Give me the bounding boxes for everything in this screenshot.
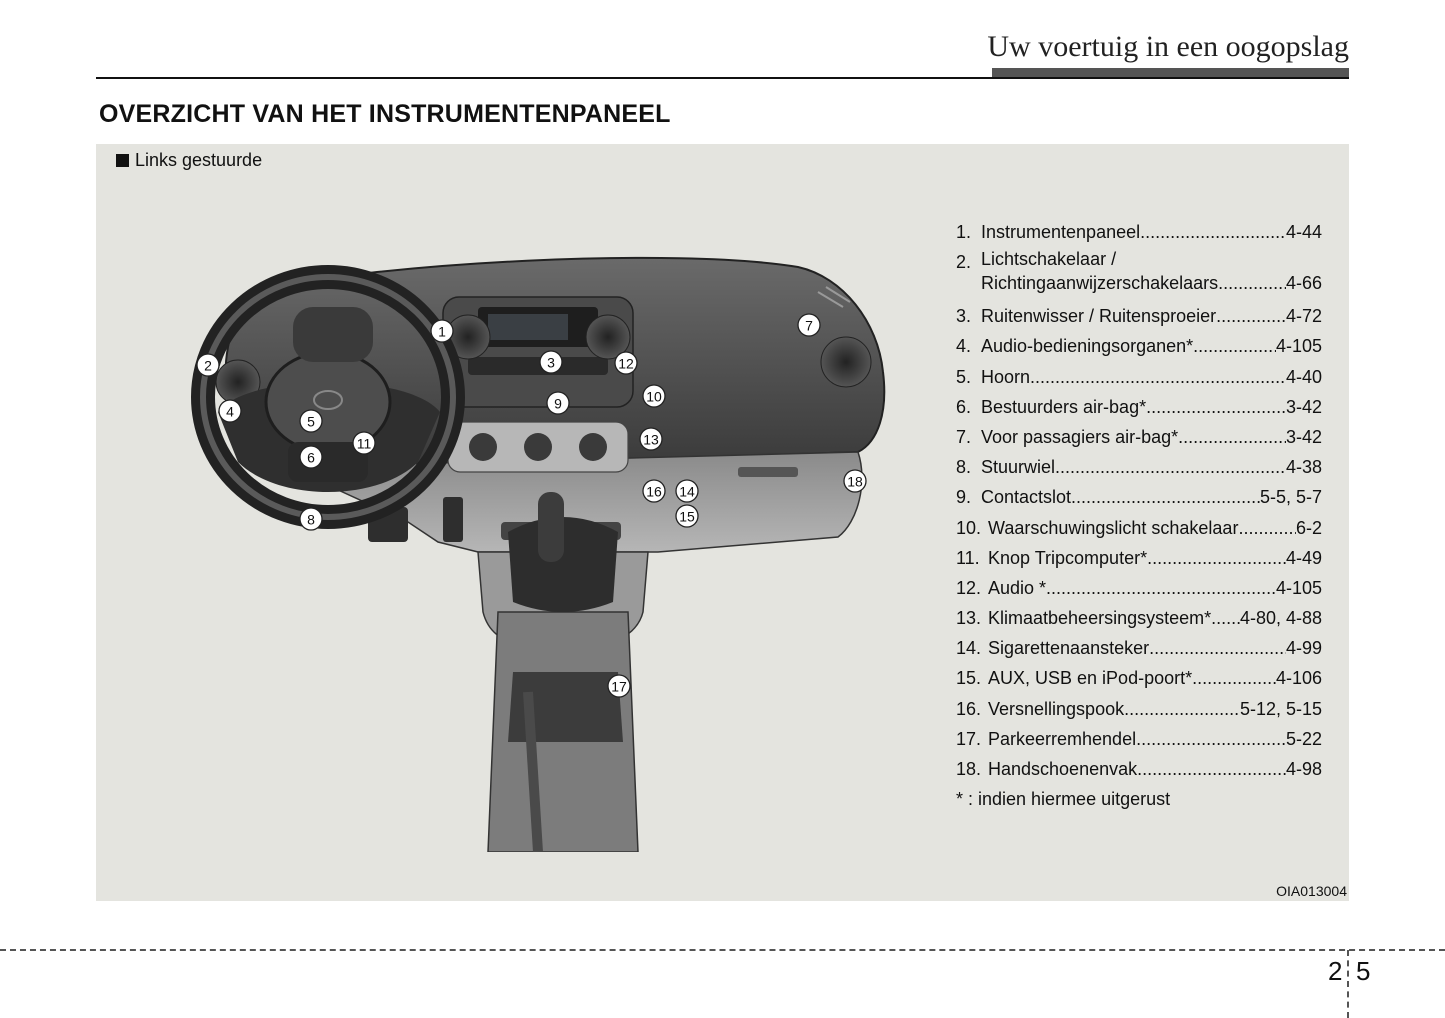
- leader-dots: [1193, 331, 1276, 361]
- legend-item-page: 4-99: [1285, 638, 1322, 659]
- legend-item-number: 2.: [956, 252, 972, 273]
- leader-dots: [1055, 452, 1286, 482]
- callout-number: 5: [307, 413, 315, 430]
- leader-dots: [1192, 663, 1276, 693]
- legend-item-page: 4-44: [1285, 222, 1322, 242]
- callout-15: [676, 505, 698, 527]
- leader-dots: [1147, 543, 1286, 573]
- legend-item-page: 3-42: [1285, 426, 1322, 447]
- legend-item-label: Lichtschakelaar /: [981, 249, 1117, 270]
- callout-number: 11: [356, 435, 372, 452]
- callout-8: [300, 508, 322, 530]
- callout-12: [615, 352, 637, 374]
- legend-item: [956, 724, 1322, 754]
- legend-item-number: 12.: [956, 577, 982, 598]
- legend-item-number: 17.: [956, 728, 982, 749]
- legend-item: [956, 543, 1322, 573]
- leader-dots: [1140, 217, 1286, 247]
- callout-9: [547, 392, 569, 414]
- legend-item-label: Bestuurders air-bag*: [981, 396, 1147, 417]
- legend-item-page: 4-40: [1285, 366, 1322, 387]
- dashboard-illustration: [178, 252, 918, 852]
- header-rule: [96, 77, 1349, 79]
- legend-item-page: 5-22: [1285, 728, 1322, 749]
- callout-number: 8: [307, 511, 315, 528]
- legend-item-label: Stuurwiel: [981, 457, 1056, 478]
- legend-item-label: Ruitenwisser / Ruitensproeier: [981, 306, 1217, 327]
- legend-item-page: 4-105: [1275, 336, 1322, 357]
- legend-item-number: 16.: [956, 698, 982, 719]
- gear-lever: [538, 492, 564, 562]
- legend-item: [956, 603, 1322, 633]
- glovebox-handle: [738, 467, 798, 477]
- legend-item-label: Parkeerremhendel: [988, 728, 1137, 749]
- page-divider: [1347, 950, 1349, 1018]
- legend-item: [956, 663, 1322, 693]
- footer-dashed-rule: [0, 949, 1445, 951]
- callout-16: [643, 480, 665, 502]
- running-header: Uw voertuig in een oogopslag: [987, 30, 1349, 63]
- variant-label: [116, 150, 262, 171]
- chapter-number: 2: [1328, 956, 1343, 986]
- callout-number: 1: [438, 323, 446, 340]
- legend-item-label: Sigarettenaansteker: [988, 638, 1150, 659]
- legend-item: [956, 217, 1322, 247]
- legend-item-label: Hoorn: [981, 366, 1031, 387]
- callout-13: [640, 428, 662, 450]
- legend-item: [956, 362, 1322, 392]
- legend-item-number: 18.: [956, 759, 982, 779]
- legend-item-number: 7.: [956, 426, 972, 447]
- callout-number: 9: [554, 395, 562, 412]
- callout-number: 13: [643, 431, 659, 448]
- leader-dots: [1149, 633, 1286, 663]
- legend-item-number: 15.: [956, 668, 982, 689]
- legend-item-label: AUX, USB en iPod-poort*: [988, 668, 1193, 689]
- callout-14: [676, 480, 698, 502]
- legend-item-number: 4.: [956, 336, 972, 357]
- leader-dots: [1218, 271, 1286, 295]
- legend-item-number: 3.: [956, 306, 972, 327]
- legend-item-label: Contactslot: [981, 487, 1072, 508]
- callout-18: [844, 470, 866, 492]
- legend-item-label: Audio-bedieningsorganen*: [981, 336, 1194, 357]
- legend-item: [956, 694, 1322, 724]
- legend-footnote: * : indien hiermee uitgerust: [956, 789, 1171, 810]
- legend-item: [956, 633, 1322, 663]
- legend-item-label: Instrumentenpaneel: [981, 222, 1141, 242]
- leader-dots: [1030, 362, 1286, 392]
- legend-item-page: 6-2: [1295, 517, 1322, 538]
- section-title: OVERZICHT VAN HET INSTRUMENTENPANEEL: [99, 100, 671, 128]
- callout-number: 15: [679, 508, 695, 525]
- callout-number: 17: [611, 678, 627, 695]
- leader-dots: [1216, 301, 1286, 331]
- leader-dots: [1137, 754, 1286, 784]
- legend-item-number: 6.: [956, 396, 972, 417]
- bullet-square-icon: [116, 154, 129, 167]
- leader-dots: [1136, 724, 1286, 754]
- legend-item-number: 13.: [956, 608, 982, 629]
- callout-10: [643, 385, 665, 407]
- leader-dots: [1238, 513, 1296, 543]
- leader-dots: [1046, 573, 1276, 603]
- callout-number: 2: [204, 357, 212, 374]
- legend-item-number: 10.: [956, 517, 982, 538]
- legend-item: [956, 392, 1322, 422]
- leader-dots: [1124, 694, 1240, 724]
- legend-item-page: 4-72: [1285, 306, 1322, 327]
- legend-item-label: Knop Tripcomputer*: [988, 547, 1148, 568]
- legend-item-label: Waarschuwingslicht schakelaar: [988, 517, 1239, 538]
- legend-item-page: 5-12, 5-15: [1239, 698, 1322, 719]
- legend-item-number: 8.: [956, 457, 972, 478]
- callout-1: [431, 320, 453, 342]
- legend-item: [956, 754, 1322, 784]
- callout-number: 12: [618, 355, 634, 372]
- legend-item: [956, 452, 1322, 482]
- steering-wheel: [203, 277, 453, 517]
- legend-item: [956, 301, 1322, 331]
- legend-item-number: 11.: [956, 547, 980, 568]
- legend-item-page: 4-98: [1285, 759, 1322, 779]
- legend-item-label: Versnellingspook: [988, 698, 1125, 719]
- legend-item: [956, 422, 1322, 452]
- legend-item: [956, 482, 1322, 512]
- legend-item-page: 4-106: [1275, 668, 1322, 689]
- legend-item-label: Richtingaanwijzerschakelaars: [981, 273, 1219, 294]
- callout-number: 4: [226, 403, 234, 420]
- callout-number: 3: [547, 354, 555, 371]
- callout-7: [798, 314, 820, 336]
- leader-dots: [1178, 422, 1286, 452]
- legend-item-label: Handschoenenvak: [988, 759, 1138, 779]
- legend-item-number: 1.: [956, 222, 972, 242]
- legend-item-number: 9.: [956, 487, 972, 508]
- callout-4: [219, 400, 241, 422]
- legend-item-page: 4-105: [1275, 577, 1322, 598]
- callout-number: 14: [679, 483, 695, 500]
- callout-17: [608, 675, 630, 697]
- legend-item-page: 5-5, 5-7: [1259, 487, 1322, 508]
- legend-item-page: 4-80, 4-88: [1239, 608, 1322, 629]
- callout-3: [540, 351, 562, 373]
- leader-dots: [1146, 392, 1286, 422]
- leader-dots: [1071, 482, 1260, 512]
- legend-item-page: 4-38: [1285, 457, 1322, 478]
- callout-number: 16: [646, 483, 662, 500]
- legend-item: [956, 513, 1322, 543]
- image-code: OIA013004: [1276, 883, 1347, 899]
- callout-number: 10: [646, 388, 662, 405]
- legend-item: [956, 331, 1322, 361]
- leader-dots: [1211, 603, 1240, 633]
- legend-item-label: Klimaatbeheersingsysteem*: [988, 608, 1212, 629]
- legend-item-label: Audio *: [988, 577, 1047, 598]
- callout-6: [300, 446, 322, 468]
- page-number: 5: [1356, 956, 1371, 986]
- callout-5: [300, 410, 322, 432]
- legend-item-page: 3-42: [1285, 396, 1322, 417]
- legend-item-page: 4-49: [1285, 547, 1322, 568]
- callout-number: 18: [847, 473, 863, 490]
- legend-item: [956, 247, 1322, 301]
- illustration-panel: [96, 144, 1349, 901]
- callout-2: [197, 354, 219, 376]
- legend-item-label: Voor passagiers air-bag*: [981, 426, 1179, 447]
- legend-item: [956, 573, 1322, 603]
- variant-text: Links gestuurde: [135, 150, 263, 170]
- legend-list: [956, 217, 1322, 814]
- legend-item-number: 14.: [956, 638, 982, 659]
- callout-11: [353, 432, 375, 454]
- callout-number: 7: [805, 317, 813, 334]
- legend-item-number: 5.: [956, 366, 972, 387]
- callout-number: 6: [307, 449, 315, 466]
- legend-item-page: 4-66: [1285, 273, 1322, 294]
